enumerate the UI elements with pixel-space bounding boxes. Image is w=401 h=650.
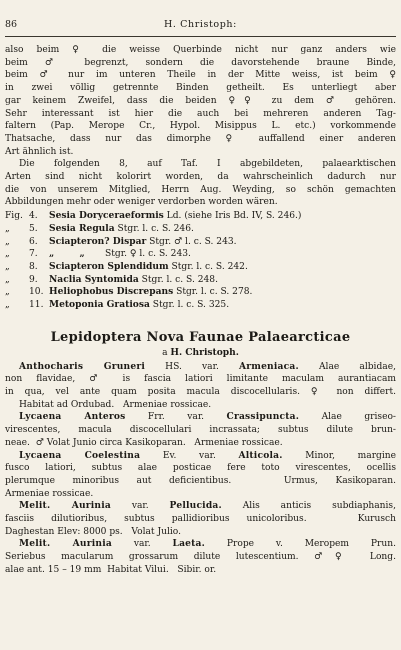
text-line <box>5 564 396 577</box>
section-author-prefix: a <box>162 347 171 358</box>
running-title: H. Christoph: <box>164 19 237 30</box>
text-segment: Alae albidae, <box>298 361 396 372</box>
text-line <box>5 513 396 526</box>
figure-reference: Stgr. ♀ l. c. S. 243. <box>84 249 191 260</box>
taxon-name: Melit. Aurinia <box>19 500 111 512</box>
figure-number: 4. <box>29 211 38 222</box>
taxon-name: Lycaena Coelestina <box>19 449 141 461</box>
text-line: faltern (Pap. Merope Cr., Hypol. Misippus L. etc.) vorkommende <box>5 121 396 132</box>
text-line <box>5 399 396 412</box>
species-name: Sciapteron? Dispar <box>49 235 147 247</box>
text-segment: alae ant. 15 – 19 mm Habitat Vilui. Sibir. or. <box>5 564 217 575</box>
text-line <box>5 437 396 450</box>
text-line: beim ♂ begrenzt, sondern die davorstehende braune Binde, <box>5 57 396 68</box>
text-line: Thatsache, dass nur das dimorphe ♀ auffallend einer anderen <box>5 133 396 144</box>
text-line <box>5 361 396 374</box>
text-segment: in qua, vel ante quam posita macula discocellularis. ♀ non differt. <box>5 387 396 398</box>
species-name: Metoponia Gratiosa <box>49 298 150 310</box>
species-name: Sesia Doryceraeformis <box>49 210 164 222</box>
taxon-name: Lycaena Anteros <box>19 411 126 423</box>
figure-number: 7. <box>29 249 38 260</box>
page-header <box>5 19 396 35</box>
taxon-name: Alticola. <box>238 449 283 461</box>
figure-reference: Stgr. l. c. S. 246. <box>114 223 194 234</box>
text-line <box>5 526 396 539</box>
species-entry <box>5 361 396 412</box>
figure-item <box>5 286 396 299</box>
figure-item <box>5 274 396 287</box>
figure-prefix: „ <box>5 249 10 260</box>
figure-item <box>5 236 396 249</box>
species-name: Naclia Syntomida <box>49 273 139 285</box>
figure-prefix: „ <box>5 274 10 285</box>
text-line: die von unserem Mitglied, Herrn Aug. Weyding, so schön gemachten <box>5 184 396 195</box>
figure-item <box>5 261 396 274</box>
species-entry <box>5 411 396 449</box>
figure-number: 6. <box>29 236 38 247</box>
text-line <box>5 475 396 488</box>
text-line: gar keinem Zweifel, dass die beiden ♀♀ zu dem ♂ gehören. <box>5 95 396 106</box>
text-segment: var. <box>110 501 170 512</box>
figure-number: 10. <box>29 287 44 298</box>
text-segment: Prope v. Meropem Prun. <box>205 539 396 550</box>
text-segment: var. <box>111 539 173 550</box>
page-body <box>5 44 396 577</box>
figure-prefix: „ <box>5 223 10 234</box>
text-line <box>5 462 396 475</box>
intro-text <box>5 44 396 209</box>
text-line <box>5 411 396 424</box>
figure-number: 11. <box>29 299 44 310</box>
section-author <box>5 346 396 360</box>
figure-prefix: „ <box>5 287 10 298</box>
text-line <box>5 386 396 399</box>
text-segment: Frr. var. <box>125 412 227 423</box>
figure-prefix: „ <box>5 299 10 310</box>
page-number: 86 <box>5 19 18 30</box>
text-segment: Daghestan Elev: 8000 ps. Volat Julio. <box>5 526 181 537</box>
figure-reference: Stgr. l. c. S. 325. <box>149 299 230 310</box>
species-name: Sesia Regula <box>49 222 115 234</box>
section-title: Lepidoptera Nova Faunae Palaearcticae <box>50 329 351 345</box>
text-segment: HS. var. <box>145 361 239 372</box>
text-line: Sehr interessant ist hier die auch bei mehreren anderen Tag- <box>5 108 396 119</box>
text-segment: Ev. var. <box>140 450 239 461</box>
figure-reference: Stgr. l. c. S. 278. <box>173 287 253 298</box>
figure-number: 8. <box>29 261 38 272</box>
figure-reference: Ld. (siehe Iris Bd. IV, S. 246.) <box>163 211 302 222</box>
text-segment: non flavidae, ♂ is fascia latiori limitante maculam aurantiacam <box>5 374 396 385</box>
figure-item <box>5 248 396 261</box>
text-segment: Minor, margine <box>282 450 397 461</box>
text-segment: Alae griseo- <box>299 412 396 423</box>
text-line <box>5 538 396 551</box>
text-line: beim ♂ nur im unteren Theile in der Mitte weiss, ist beim ♀ <box>5 70 396 81</box>
text-segment: neae. ♂ Volat Junio circa Kasikoparan. Armeniae rossicae. <box>5 437 283 448</box>
figure-item <box>5 210 396 223</box>
taxon-name: Melit. Aurinia <box>19 538 112 550</box>
text-line: Die folgenden 8, auf Taf. I abgebildeten, palaearktischen <box>19 159 396 170</box>
taxon-name: Pellucida. <box>169 500 222 512</box>
figure-number: 5. <box>29 223 38 234</box>
text-segment: Alis anticis subdiaphanis, <box>221 501 396 512</box>
text-line: Abbildungen mehr oder weniger verdorben worden wären. <box>5 197 278 208</box>
text-line: Art ähnlich ist. <box>5 146 74 157</box>
text-segment: fusco latiori, subtus alae posticae fere toto virescentes, ocellis <box>5 463 396 474</box>
figure-list <box>5 210 396 312</box>
species-entries <box>5 361 396 577</box>
figure-item <box>5 299 396 312</box>
text-line <box>5 551 396 564</box>
text-segment: fasciis dilutioribus, subtus pallidioribus unicoloribus. Kurusch <box>5 514 396 525</box>
species-name: Sciapteron Splendidum <box>49 260 169 272</box>
species-entry <box>5 450 396 501</box>
species-name: „ „ <box>49 248 85 260</box>
text-line <box>5 450 396 463</box>
figure-prefix: Fig. <box>5 211 23 222</box>
header-rule <box>5 36 396 37</box>
text-segment: Habitat ad Ordubad. Armeniae rossicae. <box>19 399 212 410</box>
species-entry <box>5 500 396 538</box>
figure-prefix: „ <box>5 261 10 272</box>
taxon-name: Crassipuncta. <box>226 411 300 423</box>
text-segment: Seriebus macularum grossarum dilute lutescentium. ♂♀ Long. <box>5 552 396 563</box>
text-line: Arten sind nicht kolorirt worden, da wahrscheinlich dadurch nur <box>5 172 396 183</box>
taxon-name: Anthocharis Gruneri <box>19 360 145 372</box>
figure-item <box>5 223 396 236</box>
figure-number: 9. <box>29 274 38 285</box>
taxon-name: Armeniaca. <box>239 360 299 372</box>
species-name: Heliophobus Discrepans <box>49 286 174 298</box>
text-segment: virescentes, macula discocellulari incrassata; subtus dilute brun- <box>5 425 396 436</box>
figure-prefix: „ <box>5 236 10 247</box>
figure-reference: Stgr. l. c. S. 242. <box>168 261 248 272</box>
species-entry <box>5 538 396 576</box>
figure-reference: Stgr. ♂ l. c. S. 243. <box>146 236 237 247</box>
text-line <box>5 424 396 437</box>
text-line <box>5 500 396 513</box>
text-line <box>5 373 396 386</box>
text-segment: plerumque minoribus aut deficientibus. Urmus, Kasikoparan. <box>5 475 396 486</box>
text-segment: Armeniae rossicae. <box>5 488 94 499</box>
section-author-name: H. Christoph. <box>170 346 239 358</box>
text-line: also beim ♀ die weisse Querbinde nicht nur ganz anders wie <box>5 45 396 55</box>
taxon-name: Laeta. <box>172 538 206 550</box>
text-line: in zwei völlig getrennte Binden getheilt. Es unterliegt aber <box>5 83 396 94</box>
text-line <box>5 488 396 501</box>
figure-reference: Stgr. l. c. S. 248. <box>138 274 218 285</box>
